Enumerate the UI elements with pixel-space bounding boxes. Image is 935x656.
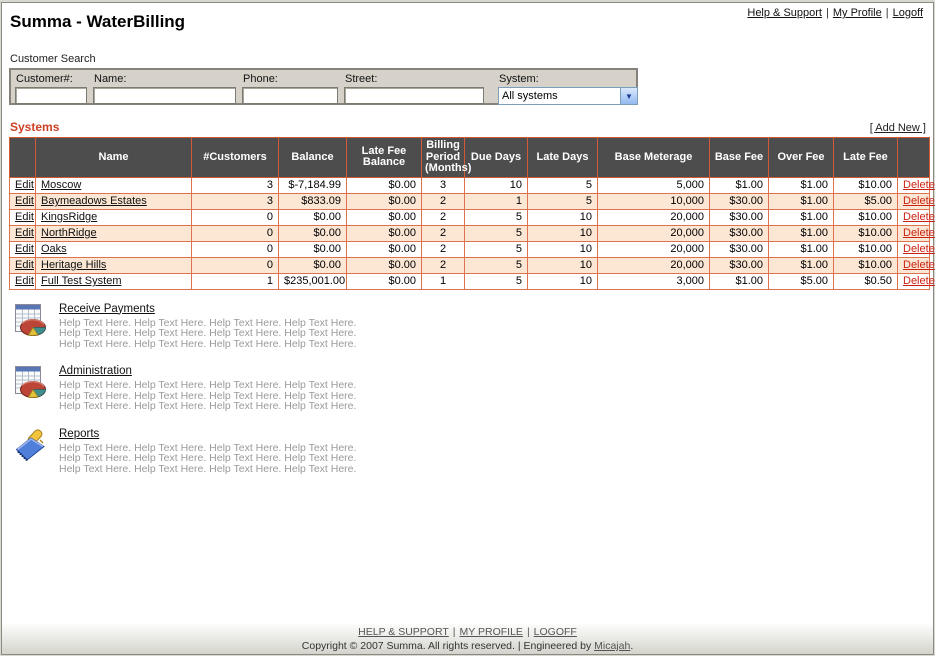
cell-edit <box>10 241 36 257</box>
cell-edit <box>10 209 36 225</box>
name-field-group <box>93 72 236 104</box>
copyright-line <box>2 640 933 652</box>
cell-edit <box>10 257 36 273</box>
cell-balance: $0.00 <box>279 225 347 241</box>
customer-search-panel <box>9 68 638 105</box>
footer-link-logoff[interactable]: LOGOFF <box>533 626 577 638</box>
cell-due-days: 10 <box>465 177 528 193</box>
cell-due-days: 5 <box>465 225 528 241</box>
cell-customers: 1 <box>192 273 279 289</box>
header-link-logoff[interactable]: Logoff <box>892 7 923 19</box>
cell-late-fee-balance: $0.00 <box>347 209 422 225</box>
delete-link[interactable]: Delete <box>903 179 935 191</box>
column-header-due-days: Due Days <box>465 138 528 178</box>
system-name-link[interactable]: KingsRidge <box>41 211 98 223</box>
header-links <box>747 7 923 19</box>
cell-balance: $-7,184.99 <box>279 177 347 193</box>
cell-base-fee: $1.00 <box>710 273 769 289</box>
street-field-group <box>344 72 484 104</box>
cell-customers: 0 <box>192 241 279 257</box>
cell-due-days: 5 <box>465 241 528 257</box>
cell-late-fee: $10.00 <box>834 225 898 241</box>
help-text-line: Help Text Here. Help Text Here. Help Text Here. Help Text Here. <box>59 452 357 464</box>
system-table-row <box>10 177 930 193</box>
footer-link-help-support[interactable]: HELP & SUPPORT <box>358 626 449 638</box>
cell-billing-period: 2 <box>422 209 465 225</box>
administration-link[interactable]: Administration <box>59 365 132 377</box>
column-header-over-fee: Over Fee <box>769 138 834 178</box>
cell-name <box>36 257 192 273</box>
cell-base-fee: $30.00 <box>710 225 769 241</box>
cell-name <box>36 225 192 241</box>
add-new-link[interactable]: [ Add New ] <box>869 122 926 134</box>
cell-billing-period: 2 <box>422 241 465 257</box>
cell-balance: $235,001.00 <box>279 273 347 289</box>
help-text-block <box>59 318 356 350</box>
name-label: Name: <box>94 73 127 85</box>
header-link-my-profile[interactable]: My Profile <box>832 7 882 19</box>
cell-late-fee-balance: $0.00 <box>347 225 422 241</box>
edit-link[interactable]: Edit <box>15 179 34 191</box>
micajah-link[interactable]: Micajah <box>594 640 631 652</box>
cell-due-days: 1 <box>465 193 528 209</box>
phone-input[interactable] <box>242 87 338 104</box>
systems-table-body <box>10 177 935 289</box>
cell-late-days: 10 <box>528 209 598 225</box>
system-table-row <box>10 257 930 273</box>
cell-base-fee: $30.00 <box>710 257 769 273</box>
column-header-customers: #Customers <box>192 138 279 178</box>
customer-search-label: Customer Search <box>10 53 96 65</box>
help-section <box>9 428 926 475</box>
cell-delete <box>898 273 935 289</box>
system-table-row <box>10 209 930 225</box>
cell-late-fee: $10.00 <box>834 257 898 273</box>
delete-link[interactable]: Delete <box>903 259 935 271</box>
help-text-line: Help Text Here. Help Text Here. Help Text Here. Help Text Here. <box>59 389 357 402</box>
cell-edit <box>10 225 36 241</box>
cell-customers: 0 <box>192 225 279 241</box>
help-text-line: Help Text Here. Help Text Here. Help Text Here. Help Text Here. <box>59 441 357 454</box>
cell-over-fee: $1.00 <box>769 177 834 193</box>
reports-trowel-icon <box>14 429 48 463</box>
cell-base-fee: $1.00 <box>710 177 769 193</box>
cell-customers: 0 <box>192 257 279 273</box>
footer <box>2 623 933 654</box>
delete-link[interactable]: Delete <box>903 211 935 223</box>
cell-base-meterage: 20,000 <box>598 225 710 241</box>
system-table-row <box>10 273 930 289</box>
cell-delete <box>898 193 935 209</box>
cell-name <box>36 273 192 289</box>
customer-number-field-group <box>15 72 87 104</box>
link-separator: | <box>885 7 889 19</box>
cell-balance: $0.00 <box>279 209 347 225</box>
help-text-line: Help Text Here. Help Text Here. Help Text Here. Help Text Here. <box>59 462 357 475</box>
cell-billing-period: 2 <box>422 193 465 209</box>
system-name-link[interactable]: Oaks <box>41 243 67 255</box>
cell-due-days: 5 <box>465 273 528 289</box>
cell-late-fee-balance: $0.00 <box>347 241 422 257</box>
cell-over-fee: $1.00 <box>769 209 834 225</box>
cell-edit <box>10 193 36 209</box>
system-table-row <box>10 241 930 257</box>
edit-link[interactable]: Edit <box>15 243 34 255</box>
cell-delete <box>898 257 935 273</box>
footer-links <box>2 626 933 638</box>
cell-billing-period: 2 <box>422 257 465 273</box>
column-header-balance: Balance <box>279 138 347 178</box>
cell-base-meterage: 20,000 <box>598 209 710 225</box>
column-header-late-days: Late Days <box>528 138 598 178</box>
copyright-text: Copyright © 2007 Summa. All rights reserved. | Engineered by <box>301 640 595 652</box>
cell-late-fee: $10.00 <box>834 241 898 257</box>
cell-billing-period: 2 <box>422 225 465 241</box>
cell-over-fee: $1.00 <box>769 225 834 241</box>
customer-number-label: Customer#: <box>16 73 73 85</box>
cell-edit <box>10 273 36 289</box>
system-label: System: <box>499 73 539 85</box>
system-name-link[interactable]: Baymeadows Estates <box>41 195 147 207</box>
system-select-value: All systems <box>502 90 558 102</box>
column-header-edit <box>10 138 36 178</box>
help-text-line: Help Text Here. Help Text Here. Help Text Here. Help Text Here. <box>59 400 357 412</box>
cell-base-fee: $30.00 <box>710 241 769 257</box>
cell-delete <box>898 225 935 241</box>
cell-late-days: 5 <box>528 193 598 209</box>
reports-link[interactable]: Reports <box>59 427 100 440</box>
cell-customers: 0 <box>192 209 279 225</box>
cell-base-fee: $30.00 <box>710 209 769 225</box>
systems-heading: Systems <box>10 120 60 134</box>
cell-balance: $833.09 <box>279 193 347 209</box>
name-input[interactable] <box>93 87 236 104</box>
page-title: Summa - WaterBilling <box>10 12 186 31</box>
help-text-line: Help Text Here. Help Text Here. Help Text Here. Help Text Here. <box>59 327 357 339</box>
help-section <box>9 303 926 350</box>
column-header-base-fee: Base Fee <box>710 138 769 178</box>
cell-customers: 3 <box>192 193 279 209</box>
systems-section-header <box>9 120 926 134</box>
cell-late-fee-balance: $0.00 <box>347 177 422 193</box>
cell-base-meterage: 20,000 <box>598 241 710 257</box>
cell-name <box>36 193 192 209</box>
cell-base-meterage: 20,000 <box>598 257 710 273</box>
cell-due-days: 5 <box>465 209 528 225</box>
system-table-row <box>10 193 930 209</box>
link-separator: | <box>452 626 456 638</box>
customer-number-input[interactable] <box>15 87 87 104</box>
phone-field-group <box>242 72 338 104</box>
system-name-link[interactable]: NorthRidge <box>41 227 97 239</box>
cell-edit <box>10 177 36 193</box>
delete-link[interactable]: Delete <box>903 243 935 255</box>
cell-name <box>36 177 192 193</box>
cell-late-fee: $10.00 <box>834 177 898 193</box>
cell-billing-period: 3 <box>422 177 465 193</box>
cell-billing-period: 1 <box>422 273 465 289</box>
cell-late-days: 10 <box>528 257 598 273</box>
street-label: Street: <box>345 73 378 85</box>
copyright-suffix: . <box>630 640 634 652</box>
link-separator: | <box>825 7 829 19</box>
system-select[interactable] <box>498 87 638 105</box>
link-separator: | <box>526 626 530 638</box>
systems-table-header-row <box>10 138 930 178</box>
cell-delete <box>898 177 935 193</box>
column-header-name: Name <box>36 138 192 178</box>
column-header-late-fee: Late Fee <box>834 138 898 178</box>
edit-link[interactable]: Edit <box>15 195 34 207</box>
cell-late-fee: $0.50 <box>834 273 898 289</box>
delete-link[interactable]: Delete <box>903 227 935 239</box>
help-text-line: Help Text Here. Help Text Here. Help Text Here. Help Text Here. <box>59 337 357 350</box>
cell-over-fee: $1.00 <box>769 241 834 257</box>
column-header-base-meterage: Base Meterage <box>598 138 710 178</box>
table-pie-chart-icon <box>14 366 48 400</box>
cell-late-fee-balance: $0.00 <box>347 257 422 273</box>
cell-over-fee: $1.00 <box>769 193 834 209</box>
header-link-help-support[interactable]: Help & Support <box>747 7 822 19</box>
systems-table <box>9 137 935 290</box>
column-header-billing-period: Billing Period (Months) <box>422 138 465 178</box>
chevron-down-icon[interactable]: ▼ <box>620 88 637 104</box>
street-input[interactable] <box>344 87 484 104</box>
edit-link[interactable]: Edit <box>15 211 34 223</box>
table-pie-chart-icon <box>14 304 48 338</box>
app-window <box>1 2 934 655</box>
help-text-line: Help Text Here. Help Text Here. Help Text Here. Help Text Here. <box>59 379 357 391</box>
page-content <box>2 3 933 474</box>
cell-delete <box>898 241 935 257</box>
cell-late-fee-balance: $0.00 <box>347 193 422 209</box>
cell-late-days: 5 <box>528 177 598 193</box>
delete-link[interactable]: Delete <box>903 275 935 287</box>
system-name-link[interactable]: Full Test System <box>41 275 122 287</box>
help-section <box>9 365 926 412</box>
cell-balance: $0.00 <box>279 257 347 273</box>
edit-link[interactable]: Edit <box>15 259 34 271</box>
cell-over-fee: $5.00 <box>769 273 834 289</box>
cell-late-days: 10 <box>528 273 598 289</box>
edit-link[interactable]: Edit <box>15 227 34 239</box>
cell-due-days: 5 <box>465 257 528 273</box>
help-text-block <box>59 380 356 412</box>
system-table-row <box>10 225 930 241</box>
cell-late-days: 10 <box>528 225 598 241</box>
cell-late-fee: $10.00 <box>834 209 898 225</box>
cell-over-fee: $1.00 <box>769 257 834 273</box>
help-text-block <box>59 443 356 475</box>
cell-balance: $0.00 <box>279 241 347 257</box>
cell-customers: 3 <box>192 177 279 193</box>
system-field-group <box>498 72 638 105</box>
phone-label: Phone: <box>243 73 278 85</box>
system-name-link[interactable]: Heritage Hills <box>41 259 107 271</box>
cell-base-meterage: 10,000 <box>598 193 710 209</box>
cell-late-fee-balance: $0.00 <box>347 273 422 289</box>
receive-payments-link[interactable]: Receive Payments <box>59 302 155 315</box>
edit-link[interactable]: Edit <box>15 275 34 287</box>
help-text-line: Help Text Here. Help Text Here. Help Text Here. Help Text Here. <box>59 316 357 329</box>
cell-base-meterage: 5,000 <box>598 177 710 193</box>
cell-base-fee: $30.00 <box>710 193 769 209</box>
cell-late-fee: $5.00 <box>834 193 898 209</box>
delete-link[interactable]: Delete <box>903 195 935 207</box>
cell-name <box>36 241 192 257</box>
cell-base-meterage: 3,000 <box>598 273 710 289</box>
column-header-delete <box>898 138 930 178</box>
footer-link-my-profile[interactable]: MY PROFILE <box>459 626 523 638</box>
system-name-link[interactable]: Moscow <box>41 179 82 191</box>
cell-late-days: 10 <box>528 241 598 257</box>
cell-name <box>36 209 192 225</box>
column-header-late-fee-balance: Late Fee Balance <box>347 138 422 178</box>
cell-delete <box>898 209 935 225</box>
help-sections <box>9 303 926 475</box>
